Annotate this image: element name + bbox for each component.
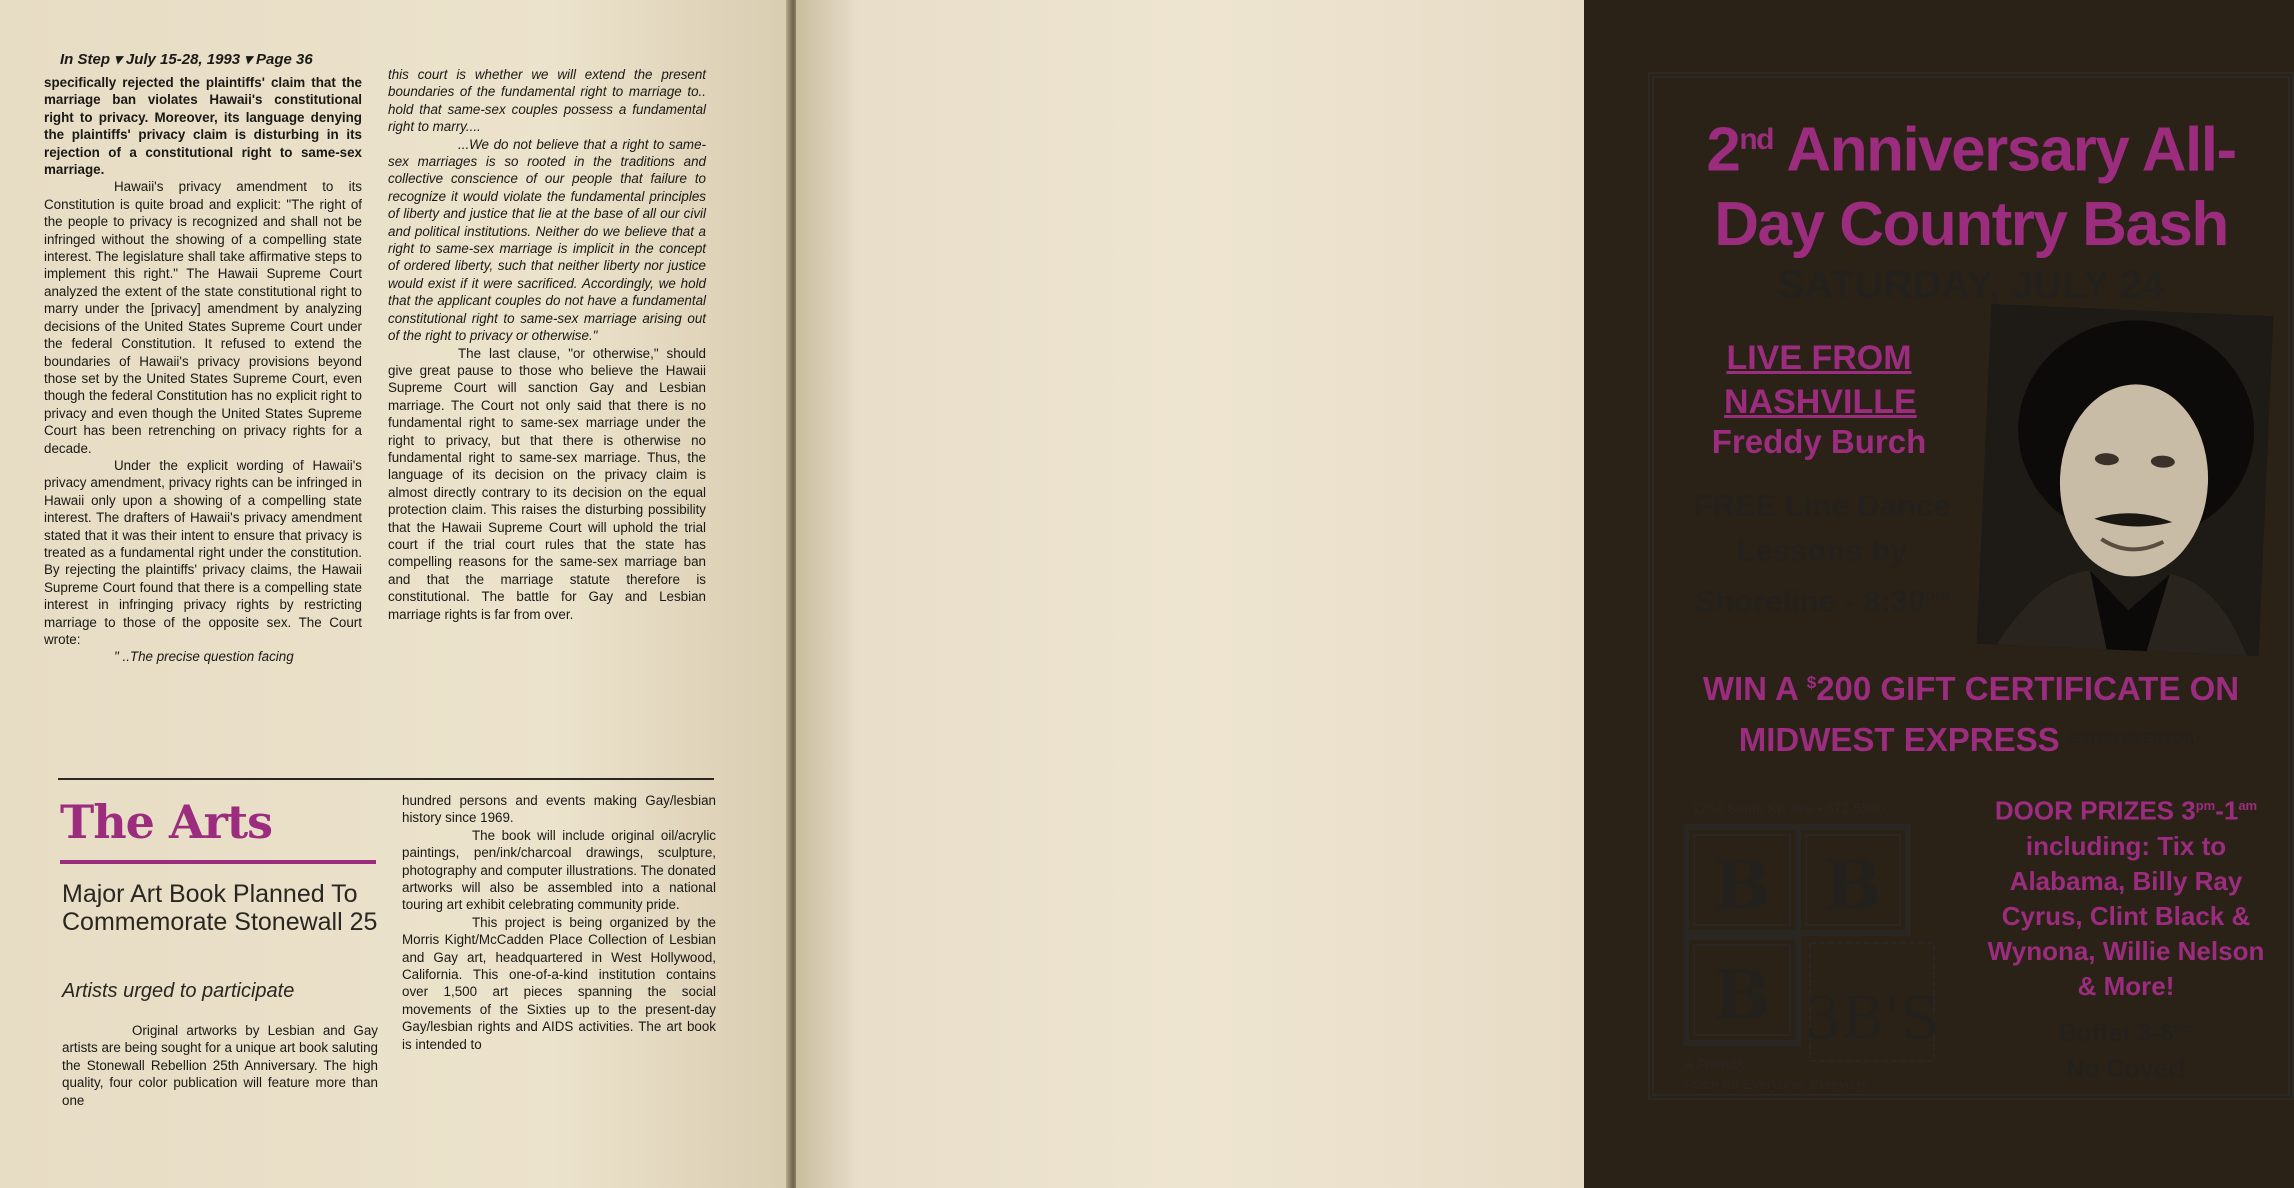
section-title-underline <box>60 860 376 864</box>
right-page <box>796 0 2265 1188</box>
venue-tagline: A Friendly Place for Everyone, Everyday <box>1684 1056 1869 1092</box>
section-divider <box>58 778 714 780</box>
paragraph: The book will include original oil/acrylic paintings, pen/ink/charcoal drawings, sculpture, photography and computer illustrations. The donated artworks will also be assembled into a national touring art exhibit celebrating community pride. <box>402 827 716 913</box>
performer-photo <box>1977 304 2274 656</box>
paragraph: this court is whether we will extend the present boundaries of the fundamental right to marriage to.. hold that same-sex couples possess a fundamental right to marry.... <box>388 67 706 135</box>
paragraph: Hawaii's privacy amendment to its Constitution is quite broad and explicit: "The right of the people to privacy is recognized and shall not be infringed without the showing of a compelling state interest. The legislature shall take affirmative steps to implement this right." The Hawaii Supreme Court analyzed the extent of the state constitutional right to marry under the [privacy] amendment by analyzing decisions of the United States Supreme Court under the federal Constitution. It refused to extend the boundaries of Hawaii's privacy provisions beyond those set by the United States Supreme Court, even though the federal Constitution has no explicit right to privacy and even though the United States Supreme Court has been retrenching on privacy rights for a decade. <box>44 179 362 456</box>
article-column-1 <box>44 74 362 666</box>
paragraph: The last clause, "or otherwise," should give great pause to those who believe the Hawaii Supreme Court will sanction Gay and Lesbian marriage. The Court not only said that there is no fundamental right to same-sex marriage under the right to privacy, but that there is otherwise no fundamental right to same-sex marriage. Thus, the language of its decision on the privacy claim is almost directly contrary to its decision on the equal protection claim. This raises the disturbing possibility that the Hawaii Supreme Court will uphold the trial court if the trial court rules that the state has compelling reasons for the same-sex marriage ban and that the marriage statute therefore is constitutional. The battle for Gay and Lesbian marriage rights is far from over. <box>388 345 706 622</box>
door-prizes: DOOR PRIZES $3^{pm}-1^{am}$ including: Tix to Alabama, Billy Ray Cyrus, Clint Black & Wynona, Willie Nelson & More! <box>1987 795 2265 1001</box>
paragraph: specifically rejected the plaintiffs' claim that the marriage ban violates Hawaii's constitutional right to privacy. Moreover, its language denying the plaintiffs' privacy claim is disturbing in its rejection of a constitutional right to same-sex marriage. <box>44 75 362 178</box>
logo-letter-b3: B <box>1713 956 1771 1036</box>
arts-column-1 <box>62 1022 378 1109</box>
paragraph: ...We do not believe that a right to same-sex marriages is so rooted in the traditions and collective conscience of our people that failure to recognize it would violate the fundamental principles of liberty and justice that lie at the base of all our civil and political institutions. Neither do we believe that a right to same-sex marriage is implicit in the concept of ordered liberty, such that neither liberty nor justice would exist if it were sacrificed. Accordingly, we hold that the applicant couples do not have a fundamental constitutional right to same-sex marriage arising out of the right to privacy or otherwise." <box>388 136 706 344</box>
live-from-nashville: LIVE FROM NASHVILLE <box>1724 339 1917 421</box>
paragraph: This project is being organized by the Morris Kight/McCadden Place Collection of Lesbian and Gay art, headquartered in West Hollywood, California. This one-of-a-kind institution contains over 1,500 art pieces spanning the social movements of the Sixties up to the present-day Gay/lesbian rights and AIDS activities. The art book is intended to <box>402 914 716 1052</box>
left-page <box>0 0 790 1188</box>
performer-name: Freddy Burch <box>1711 423 1927 460</box>
paragraph: " ..The precise question facing <box>114 649 294 665</box>
logo-letter-b1: B <box>1713 846 1771 926</box>
paragraph: hundred persons and events making Gay/lesbian history since 1969. <box>402 793 716 826</box>
logo-letter-b2: B <box>1824 846 1882 926</box>
event-advertisement <box>1648 72 2294 1100</box>
article-headline: Major Art Book Planned To Commemorate Stonewall 25 <box>62 880 378 936</box>
logo-3bs: 3B'S <box>1804 984 1940 1052</box>
event-date: SATURDAY, JULY 24 <box>1777 263 2165 307</box>
paragraph: Under the explicit wording of Hawaii's privacy amendment, privacy rights can be infringed in Hawaii only upon a showing of a compelling state interest. The drafters of Hawaii's privacy amendment stated that it was their intent to ensure that privacy is treated as a fundamental right under the constitution. By rejecting the plaintiffs' privacy claims, the Hawaii Supreme Court found that there is a compelling state interest in infringing privacy rights by restricting marriage to those of the opposite sex. The Court wrote: <box>44 457 362 647</box>
buffet-info: Buffet $3-6^{pm}$ No Cover! <box>2058 1019 2194 1084</box>
enter-everyday: ENTER EVERYDAY <box>2067 730 2204 747</box>
section-title: The Arts <box>60 795 273 849</box>
arts-column-2 <box>402 792 716 1053</box>
paragraph: Original artworks by Lesbian and Gay artists are being sought for a unique art book saluting the Stonewall Rebellion 25th Anniversary. The high quality, four color publication will feature more than one <box>62 1023 378 1108</box>
article-deck: Artists urged to participate <box>62 980 295 1002</box>
ad-title: 2nd Anniversary All- Day Country Bash <box>1706 115 2236 259</box>
3bs-logo <box>1682 823 1942 1083</box>
page-header: In Step ▾ July 15-28, 1993 ▾ Page 36 <box>60 51 313 68</box>
article-column-2 <box>388 66 706 623</box>
venue-address: 1753 South KK Ave • 672-5580 <box>1692 800 1886 816</box>
gift-certificate-promo: WIN A $200 GIFT CERTIFICATE ON MIDWEST EXPRESS $^{ENTER EVERYDAY}$ <box>1702 670 2240 758</box>
line-dance-lessons: FREE Line Dance Lessons by Shoreline - $8:30^{pm}$ <box>1693 488 1951 619</box>
